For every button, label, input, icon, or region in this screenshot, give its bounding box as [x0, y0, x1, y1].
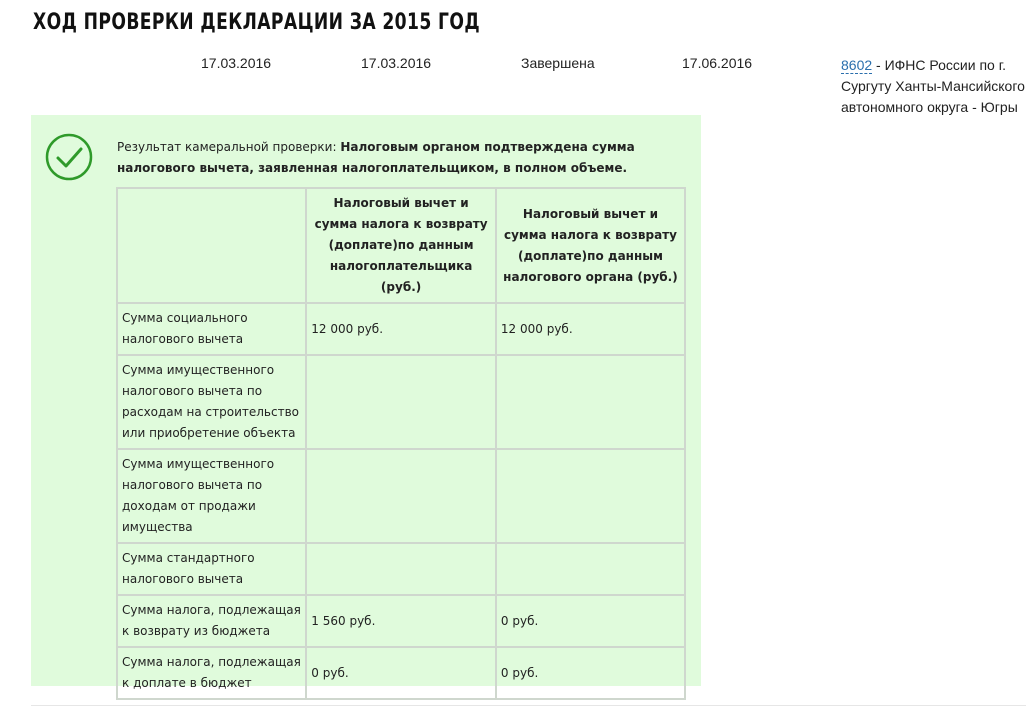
- taxpayer-value: 12 000 руб.: [306, 303, 496, 355]
- table-header-cell: Налоговый вычет и сумма налога к возврату (доплате)по данным налогового органа (руб.): [496, 188, 685, 303]
- taxpayer-value: [306, 355, 496, 449]
- check-circle-icon: [45, 133, 93, 181]
- divider: [31, 705, 1026, 706]
- row-label: Сумма стандартного налогового вычета: [117, 543, 306, 595]
- table-row: [117, 303, 685, 355]
- table-row: [117, 449, 685, 543]
- check-result-panel: [31, 115, 701, 690]
- row-label: Сумма социального налогового вычета: [117, 303, 306, 355]
- table-header-row: [117, 188, 685, 303]
- table-header-cell: Налоговый вычет и сумма налога к возврату (доплате)по данным налогоплательщика (руб.): [306, 188, 496, 303]
- taxpayer-value: [306, 543, 496, 595]
- table-row: [117, 595, 685, 647]
- table-row: [117, 543, 685, 595]
- ifns-code-link[interactable]: 8602: [841, 57, 873, 73]
- table-row: [117, 355, 685, 449]
- authority-value: 0 руб.: [496, 647, 685, 699]
- ifns-name: - ИФНС России по г. Сургуту Ханты-Мансийского автономного округа - Югры: [841, 57, 1025, 115]
- tax-inspectorate: [841, 55, 1026, 118]
- check-end-date: 17.06.2016: [682, 55, 753, 71]
- authority-value: 12 000 руб.: [496, 303, 685, 355]
- taxpayer-value: 1 560 руб.: [306, 595, 496, 647]
- table-header-cell: [117, 188, 306, 303]
- row-label: Сумма налога, подлежащая к доплате в бюджет: [117, 647, 306, 699]
- authority-value: [496, 355, 685, 449]
- status-text: Завершена: [521, 55, 595, 71]
- check-start-date: 17.03.2016: [361, 55, 432, 71]
- table-row: [117, 647, 685, 699]
- result-summary: [117, 137, 692, 179]
- page-title: ХОД ПРОВЕРКИ ДЕКЛАРАЦИИ ЗА 2015 ГОД: [33, 10, 481, 35]
- row-label: Сумма имущественного налогового вычета по расходам на строительство или приобретение объекта: [117, 355, 306, 449]
- deduction-table: [116, 187, 686, 700]
- taxpayer-value: [306, 449, 496, 543]
- row-label: Сумма имущественного налогового вычета по доходам от продажи имущества: [117, 449, 306, 543]
- submission-date: 17.03.2016: [201, 55, 272, 71]
- result-label: Результат камеральной проверки:: [117, 140, 341, 154]
- row-label: Сумма налога, подлежащая к возврату из бюджета: [117, 595, 306, 647]
- result-text: Налоговым органом подтверждена сумма налогового вычета, заявленная налогоплательщиком, в полном объеме.: [117, 140, 635, 175]
- authority-value: 0 руб.: [496, 595, 685, 647]
- authority-value: [496, 543, 685, 595]
- authority-value: [496, 449, 685, 543]
- taxpayer-value: 0 руб.: [306, 647, 496, 699]
